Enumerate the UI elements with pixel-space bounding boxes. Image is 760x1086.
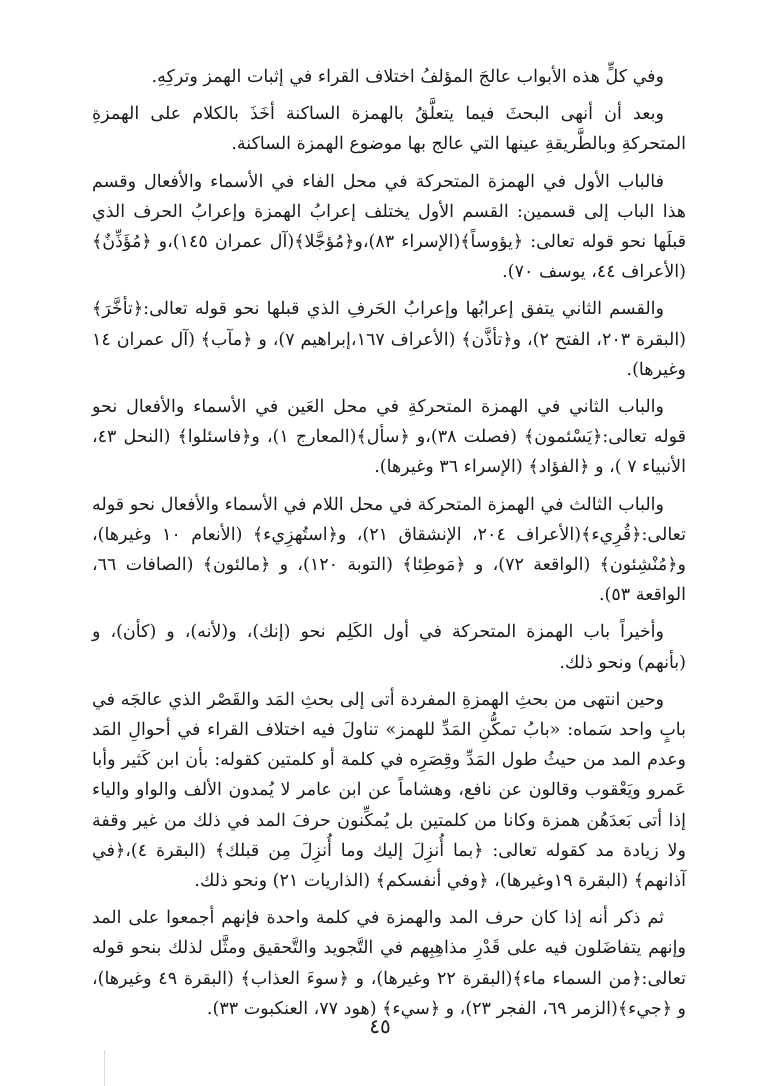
paragraph-7: وأخيراً باب الهمزة المتحركة في أول الكَلِم نحو (إنك)، و(لأنه)، و (كأن)، و (بأنهم) ونحو ذلك. [92,622,686,673]
paragraph-6: والباب الثالث في الهمزة المتحركة في محل اللام في الأسماء والأفعال نحو قوله تعالى:﴿قُرِيء﴾(الأعراف ٢٠٤، الإنشقاق ٢١)، و﴿استُهزِيء﴾ (الأنعام ١٠ وغيرها)، و﴿مُنْشِئون﴾ (الواقعة ٧٢)، و ﴿مَوطِئا﴾ (التوبة ١٢٠)، و ﴿مالئون﴾ (الصافات ٦٦، الواقعة ٥٣). [92,494,686,606]
paragraph-2: وبعد أن أنهى البحثَ فيما يتعلَّقُ بالهمزة الساكنة أخَذَ بالكلام على الهمزةِ المتحركةِ وبالطَّريقةِ عينها التي عالج بها موضوع الهمزة الساكنة. [92,104,686,155]
scan-edge-line [104,1050,105,1086]
paragraph-4: والقسم الثاني يتفق إعرابُها وإعرابُ الحَرفِ الذي قبلها نحو قوله تعالى:﴿تأخَّرَ﴾ (البقرة ٢٠٣، الفتح ٢)، و﴿تأذَّن﴾ (الأعراف ١٦٧،إبراهيم ٧)، و ﴿مآب﴾ (آل عمران ١٤ وغيرها). [92,299,687,380]
paragraph-3: فالباب الأول في الهمزة المتحركة في محل الفاء في الأسماء والأفعال وقسم هذا الباب إلى قسمين: القسم الأول يختلف إعرابُ الهمزة وإعرابُ الحرف الذي قبلَها نحو قوله تعالى: ﴿يؤوساً﴾(الإسراء ٨٣)،و﴿مُؤجَّلا﴾(آل عمران ١٤٥)،و ﴿مُؤَذِّنٌ﴾ (الأعراف ٤٤، يوسف ٧٠). [92,171,686,283]
paragraph-5: والباب الثاني في الهمزة المتحركةِ في محل العَين في الأسماء والأفعال نحو قوله تعالى:﴿يَسْئمون﴾ (فصلت ٣٨)،و ﴿سأل﴾(المعارج ١)، و﴿فاسئلوا﴾ (النحل ٤٣، الأنبياء ٧ )، و ﴿الفؤاد﴾ (الإسراء ٣٦ وغيرها). [92,397,686,478]
body-text [92,62,686,1031]
paragraph-1: وفي كلٍّ هذه الأبواب عالجَ المؤلفُ اختلاف القراء في إثبات الهمز وتركِهِ. [151,67,664,87]
paragraph-8: وحين انتهى من بحثِ الهمزةِ المفردة أتى إلى بحثِ المَد والقَصْر الذي عالجَه في بابٍ واحد سَماه: «بابُ تمكُّنِ المَدِّ للهمز» تناولَ فيه اختلاف القراء في أحوالِ المَد وعدم المد من حيثُ طول المَدِّ وقِصَرِه في كلمة أو كلمتين كقوله: بأن ابن كَثير وأبا عَمرو ويَعْقوب وقالون عن نافع، وهشاماً عن ابن عامر لا يُمدون الألف والواو والياء إذا أتى بَعدَهُن همزة وكانا من كلمتين بل يُمكِّنون حرفَ المد في ذلك من غير وقفة ولا زيادة مد كقوله تعالى: ﴿بما أُنزِلَ إليك وما أُنزِلَ مِن قبلك﴾ (البقرة ٤)،﴿في آذانهم﴾ (البقرة ١٩وغيرها)، ﴿وفي أنفسكم﴾ (الذاريات ٢١) ونحو ذلك. [92,689,686,892]
page-number: ٤٥ [369,1014,391,1038]
paragraph-9: ثم ذكر أنه إذا كان حرف المد والهمزة في كلمة واحدة فإنهم أجمعوا على المد وإنهم يتفاضَلون فيه على قَدْرِ مذاهِبِهم في التَّجويد والتَّحقيق ومثَّل لذلك بنحو قوله تعالى:﴿من السماء ماء﴾(البقرة ٢٢ وغيرها)، و ﴿سوءَ العذاب﴾ (البقرة ٤٩ وغيرها)، و ﴿جيء﴾(الزمر ٦٩، الفجر ٢٣)، و ﴿سيء﴾ (هود ٧٧، العنكبوت ٣٣). [92,908,687,1019]
